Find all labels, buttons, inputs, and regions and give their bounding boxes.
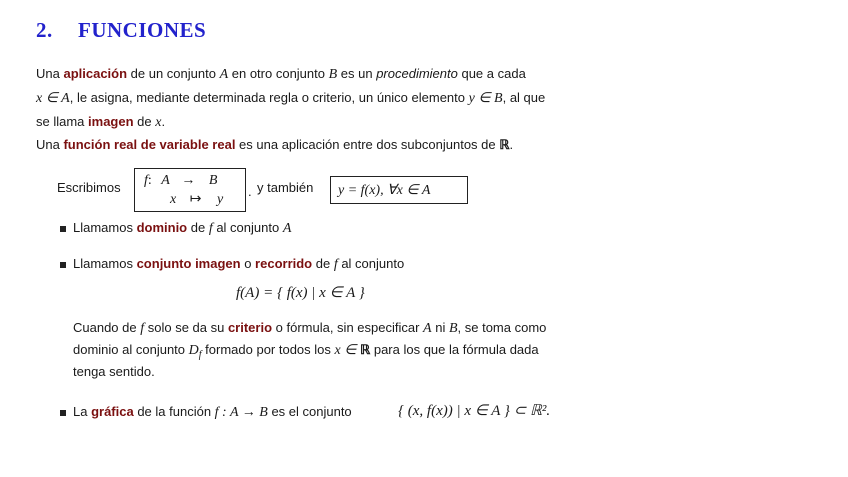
- math-A: A: [161, 173, 170, 188]
- graph-set-formula: { (x, f(x)) | x ∈ A } ⊂ ℝ².: [398, 403, 551, 419]
- term-recorrido: recorrido: [255, 256, 313, 271]
- text: , le asigna, mediante determinada regla o criterio, un único elemento: [69, 90, 469, 105]
- term-conjunto-imagen: conjunto imagen: [136, 256, 241, 271]
- math-B: B: [448, 321, 458, 336]
- formula-text: y = f(x), ∀x ∈ A: [338, 183, 431, 198]
- term-procedimiento: procedimiento: [376, 66, 458, 81]
- escribimos-label: Escribimos: [57, 180, 121, 195]
- math-f: f: [144, 173, 148, 188]
- text: Llamamos: [73, 220, 137, 235]
- math-A: A: [282, 221, 292, 236]
- math-A: A: [219, 67, 229, 82]
- text: es el conjunto: [267, 404, 352, 419]
- bullet-icon: [60, 226, 66, 232]
- formula-box: [330, 176, 468, 204]
- text: es un: [337, 66, 377, 81]
- term-imagen: imagen: [88, 114, 134, 129]
- term-funcion-real: función real de variable real: [63, 137, 236, 152]
- bullet-recorrido: [73, 256, 404, 273]
- text: Cuando de: [73, 320, 141, 335]
- text: al conjunto: [337, 256, 405, 271]
- math-y-in-B: y ∈ B: [468, 91, 503, 106]
- text: solo se da su: [144, 320, 228, 335]
- def-line-3: [36, 110, 165, 135]
- text: en otro conjunto: [228, 66, 329, 81]
- text: o fórmula, sin especificar: [272, 320, 424, 335]
- tambien-label: y también: [257, 180, 314, 195]
- section-title: FUNCIONES: [78, 18, 207, 42]
- math-f: f: [208, 221, 213, 236]
- math-x: x: [155, 115, 162, 130]
- math-f: f: [140, 321, 145, 336]
- text: de un conjunto: [127, 66, 220, 81]
- text: La: [73, 404, 92, 419]
- text: al conjunto: [212, 220, 283, 235]
- text: de: [187, 220, 209, 235]
- math-B: B: [328, 67, 338, 82]
- text: para los que la fórmula dada: [370, 342, 539, 357]
- mapsto-icon: ↦: [189, 192, 202, 207]
- arrow-icon: →: [181, 173, 196, 188]
- math-x-in-A: x ∈ A: [36, 91, 70, 106]
- term-dominio: dominio: [136, 220, 188, 235]
- def-line-2: [36, 86, 545, 111]
- def-line-1: [36, 62, 526, 87]
- mapping-row-1: [144, 173, 217, 189]
- math-f: f: [333, 257, 338, 272]
- text: formado por todos los: [201, 342, 335, 357]
- text: dominio al conjunto: [73, 342, 189, 357]
- bullet-dominio: [73, 220, 291, 237]
- bullet-icon: [60, 262, 66, 268]
- text: se llama: [36, 114, 89, 129]
- bullet-grafica: [73, 404, 352, 421]
- math-y: y: [216, 192, 224, 207]
- func-line: [36, 133, 513, 157]
- term-criterio: criterio: [227, 320, 273, 335]
- mapping-box: [134, 168, 246, 212]
- colon: :: [147, 173, 152, 188]
- text: Llamamos: [73, 256, 137, 271]
- text: , al que: [502, 90, 546, 105]
- text: , se toma como: [457, 320, 547, 335]
- text: Una: [36, 66, 64, 81]
- text: ni: [431, 320, 449, 335]
- math-A: A: [423, 321, 432, 336]
- mapping-row-2: [170, 191, 223, 208]
- text: es una aplicación entre dos subconjuntos de: [235, 137, 500, 152]
- text: .: [509, 137, 514, 152]
- text: de: [312, 256, 334, 271]
- math-R: ℝ: [359, 342, 371, 357]
- section-heading: [36, 18, 206, 43]
- math-D: D: [188, 343, 199, 358]
- text: de: [133, 114, 156, 129]
- bullet-icon: [60, 410, 66, 416]
- crit-line-3: tenga sentido.: [73, 364, 155, 379]
- mapping-period: .: [248, 184, 252, 199]
- math-f-A-B: f : A → B: [214, 405, 268, 420]
- text: Una: [36, 137, 64, 152]
- image-set-formula: f(A) = { f(x) | x ∈ A }: [236, 285, 365, 301]
- math-B: B: [208, 173, 218, 188]
- text: o: [240, 256, 256, 271]
- math-subscript-f: f: [198, 349, 202, 361]
- text: de la función: [133, 404, 215, 419]
- math-R: ℝ: [499, 137, 510, 152]
- math-x: x: [170, 192, 177, 207]
- term-grafica: gráfica: [91, 404, 134, 419]
- math-x-in: x ∈: [334, 343, 360, 358]
- text: que a cada: [457, 66, 526, 81]
- section-number: 2.: [36, 18, 53, 42]
- text: .: [161, 114, 166, 129]
- term-aplicacion: aplicación: [63, 66, 128, 81]
